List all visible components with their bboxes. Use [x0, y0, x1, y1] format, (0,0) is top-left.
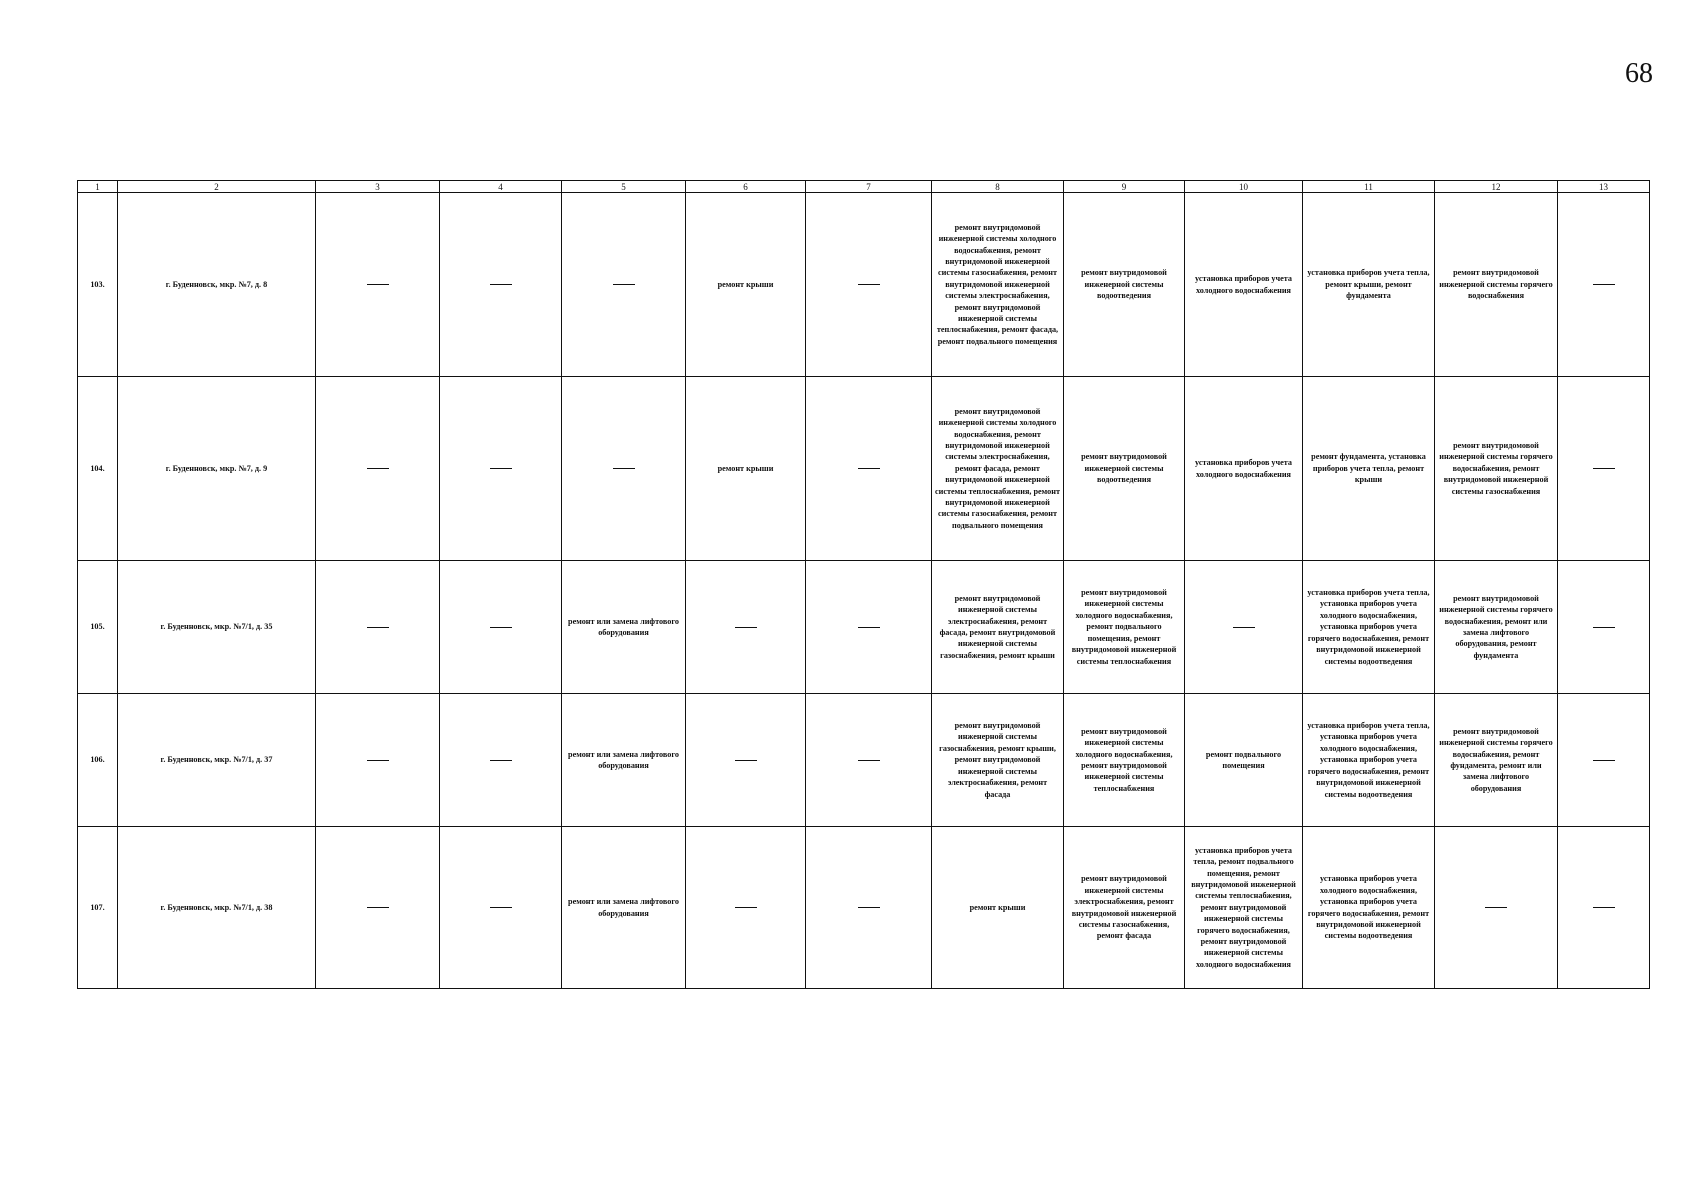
empty-cell — [316, 193, 440, 377]
work-description-cell: ремонт или замена лифтового оборудования — [562, 827, 686, 989]
empty-cell — [316, 561, 440, 694]
dash-mark — [858, 627, 880, 628]
empty-cell — [316, 377, 440, 561]
repair-schedule-table — [77, 180, 1650, 989]
column-header: 11 — [1303, 181, 1435, 193]
column-header: 10 — [1185, 181, 1303, 193]
dash-mark — [735, 627, 757, 628]
work-description-cell: ремонт внутридомовой инженерной системы холодного водоснабжения, ремонт внутридомовой инженерной системы газоснабжения, ремонт внутридомовой инженерной системы электроснабжения, ремонт внутридомовой инженерной системы теплоснабжения, ремонт фасада, ремонт подвального помещения — [932, 193, 1064, 377]
empty-cell — [806, 827, 932, 989]
work-description-cell: установка приборов учета холодного водоснабжения, установка приборов учета горячего водоснабжения, ремонт внутридомовой инженерной системы водоотведения — [1303, 827, 1435, 989]
empty-cell — [806, 561, 932, 694]
address-cell: г. Буденновск, мкр. №7/1, д. 35 — [118, 561, 316, 694]
work-description-cell: ремонт внутридомовой инженерной системы холодного водоснабжения, ремонт подвального помещения, ремонт внутридомовой инженерной системы теплоснабжения — [1064, 561, 1185, 694]
row-number: 106. — [78, 694, 118, 827]
table-body — [78, 193, 1650, 989]
empty-cell — [440, 694, 562, 827]
column-header: 8 — [932, 181, 1064, 193]
empty-cell — [1435, 827, 1558, 989]
dash-mark — [490, 907, 512, 908]
address-cell: г. Буденновск, мкр. №7, д. 9 — [118, 377, 316, 561]
work-description-cell: ремонт крыши — [686, 377, 806, 561]
column-header: 5 — [562, 181, 686, 193]
empty-cell — [686, 561, 806, 694]
table-row — [78, 694, 1650, 827]
empty-cell — [1558, 193, 1650, 377]
column-header: 13 — [1558, 181, 1650, 193]
empty-cell — [806, 193, 932, 377]
work-description-cell: ремонт внутридомовой инженерной системы водоотведения — [1064, 377, 1185, 561]
empty-cell — [1185, 561, 1303, 694]
work-description-cell: ремонт подвального помещения — [1185, 694, 1303, 827]
dash-mark — [367, 284, 389, 285]
work-description-cell: ремонт внутридомовой инженерной системы электроснабжения, ремонт фасада, ремонт внутридомовой инженерной системы газоснабжения, ремонт крыши — [932, 561, 1064, 694]
row-number: 105. — [78, 561, 118, 694]
dash-mark — [613, 284, 635, 285]
dash-mark — [858, 284, 880, 285]
empty-cell — [316, 694, 440, 827]
dash-mark — [858, 468, 880, 469]
work-description-cell: ремонт внутридомовой инженерной системы холодного водоснабжения, ремонт внутридомовой инженерной системы теплоснабжения — [1064, 694, 1185, 827]
row-number: 103. — [78, 193, 118, 377]
column-header: 2 — [118, 181, 316, 193]
row-number: 107. — [78, 827, 118, 989]
empty-cell — [686, 694, 806, 827]
empty-cell — [1558, 377, 1650, 561]
work-description-cell: ремонт внутридомовой инженерной системы газоснабжения, ремонт крыши, ремонт внутридомовой инженерной системы электроснабжения, ремонт фасада — [932, 694, 1064, 827]
table-row — [78, 561, 1650, 694]
work-description-cell: ремонт внутридомовой инженерной системы электроснабжения, ремонт внутридомовой инженерной системы газоснабжения, ремонт фасада — [1064, 827, 1185, 989]
empty-cell — [1558, 827, 1650, 989]
work-description-cell: установка приборов учета тепла, установка приборов учета холодного водоснабжения, установка приборов учета горячего водоснабжения, ремонт внутридомовой инженерной системы водоотведения — [1303, 694, 1435, 827]
column-header: 4 — [440, 181, 562, 193]
work-description-cell: установка приборов учета тепла, ремонт крыши, ремонт фундамента — [1303, 193, 1435, 377]
dash-mark — [490, 760, 512, 761]
empty-cell — [316, 827, 440, 989]
empty-cell — [440, 193, 562, 377]
column-header-row — [78, 181, 1650, 193]
dash-mark — [1485, 907, 1507, 908]
work-description-cell: ремонт фундамента, установка приборов учета тепла, ремонт крыши — [1303, 377, 1435, 561]
work-description-cell: ремонт или замена лифтового оборудования — [562, 694, 686, 827]
dash-mark — [1593, 284, 1615, 285]
empty-cell — [806, 377, 932, 561]
column-header: 6 — [686, 181, 806, 193]
dash-mark — [735, 907, 757, 908]
column-header: 12 — [1435, 181, 1558, 193]
empty-cell — [562, 193, 686, 377]
column-header: 7 — [806, 181, 932, 193]
dash-mark — [367, 760, 389, 761]
work-description-cell: ремонт крыши — [932, 827, 1064, 989]
dash-mark — [1593, 760, 1615, 761]
work-description-cell: ремонт внутридомовой инженерной системы горячего водоснабжения, ремонт фундамента, ремонт или замена лифтового оборудования — [1435, 694, 1558, 827]
dash-mark — [858, 907, 880, 908]
dash-mark — [1593, 627, 1615, 628]
column-header: 9 — [1064, 181, 1185, 193]
dash-mark — [613, 468, 635, 469]
empty-cell — [806, 694, 932, 827]
work-description-cell: установка приборов учета тепла, установка приборов учета холодного водоснабжения, установка приборов учета горячего водоснабжения, ремонт внутридомовой инженерной системы водоотведения — [1303, 561, 1435, 694]
work-description-cell: ремонт внутридомовой инженерной системы горячего водоснабжения, ремонт или замена лифтового оборудования, ремонт фундамента — [1435, 561, 1558, 694]
work-description-cell: ремонт крыши — [686, 193, 806, 377]
address-cell: г. Буденновск, мкр. №7/1, д. 37 — [118, 694, 316, 827]
dash-mark — [735, 760, 757, 761]
empty-cell — [440, 827, 562, 989]
work-description-cell: ремонт внутридомовой инженерной системы горячего водоснабжения — [1435, 193, 1558, 377]
work-description-cell: установка приборов учета тепла, ремонт подвального помещения, ремонт внутридомовой инженерной системы теплоснабжения, ремонт внутридомовой инженерной системы горячего водоснабжения, ремонт внутридомовой инженерной системы холодного водоснабжения — [1185, 827, 1303, 989]
work-description-cell: ремонт внутридомовой инженерной системы холодного водоснабжения, ремонт внутридомовой инженерной системы электроснабжения, ремонт фасада, ремонт внутридомовой инженерной системы теплоснабжения, ремонт внутридомовой инженерной системы газоснабжения, ремонт подвального помещения — [932, 377, 1064, 561]
dash-mark — [367, 468, 389, 469]
dash-mark — [1593, 907, 1615, 908]
table-row — [78, 827, 1650, 989]
empty-cell — [1558, 561, 1650, 694]
work-description-cell: ремонт внутридомовой инженерной системы горячего водоснабжения, ремонт внутридомовой инженерной системы газоснабжения — [1435, 377, 1558, 561]
dash-mark — [1593, 468, 1615, 469]
work-description-cell: ремонт или замена лифтового оборудования — [562, 561, 686, 694]
empty-cell — [1558, 694, 1650, 827]
dash-mark — [490, 627, 512, 628]
column-header: 3 — [316, 181, 440, 193]
page-number: 68 — [1625, 58, 1653, 89]
dash-mark — [490, 468, 512, 469]
dash-mark — [367, 627, 389, 628]
work-description-cell: ремонт внутридомовой инженерной системы водоотведения — [1064, 193, 1185, 377]
dash-mark — [367, 907, 389, 908]
dash-mark — [858, 760, 880, 761]
empty-cell — [686, 827, 806, 989]
empty-cell — [440, 377, 562, 561]
dash-mark — [1233, 627, 1255, 628]
empty-cell — [562, 377, 686, 561]
address-cell: г. Буденновск, мкр. №7/1, д. 38 — [118, 827, 316, 989]
row-number: 104. — [78, 377, 118, 561]
work-description-cell: установка приборов учета холодного водоснабжения — [1185, 377, 1303, 561]
column-header: 1 — [78, 181, 118, 193]
work-description-cell: установка приборов учета холодного водоснабжения — [1185, 193, 1303, 377]
address-cell: г. Буденновск, мкр. №7, д. 8 — [118, 193, 316, 377]
table-row — [78, 377, 1650, 561]
dash-mark — [490, 284, 512, 285]
empty-cell — [440, 561, 562, 694]
table-row — [78, 193, 1650, 377]
